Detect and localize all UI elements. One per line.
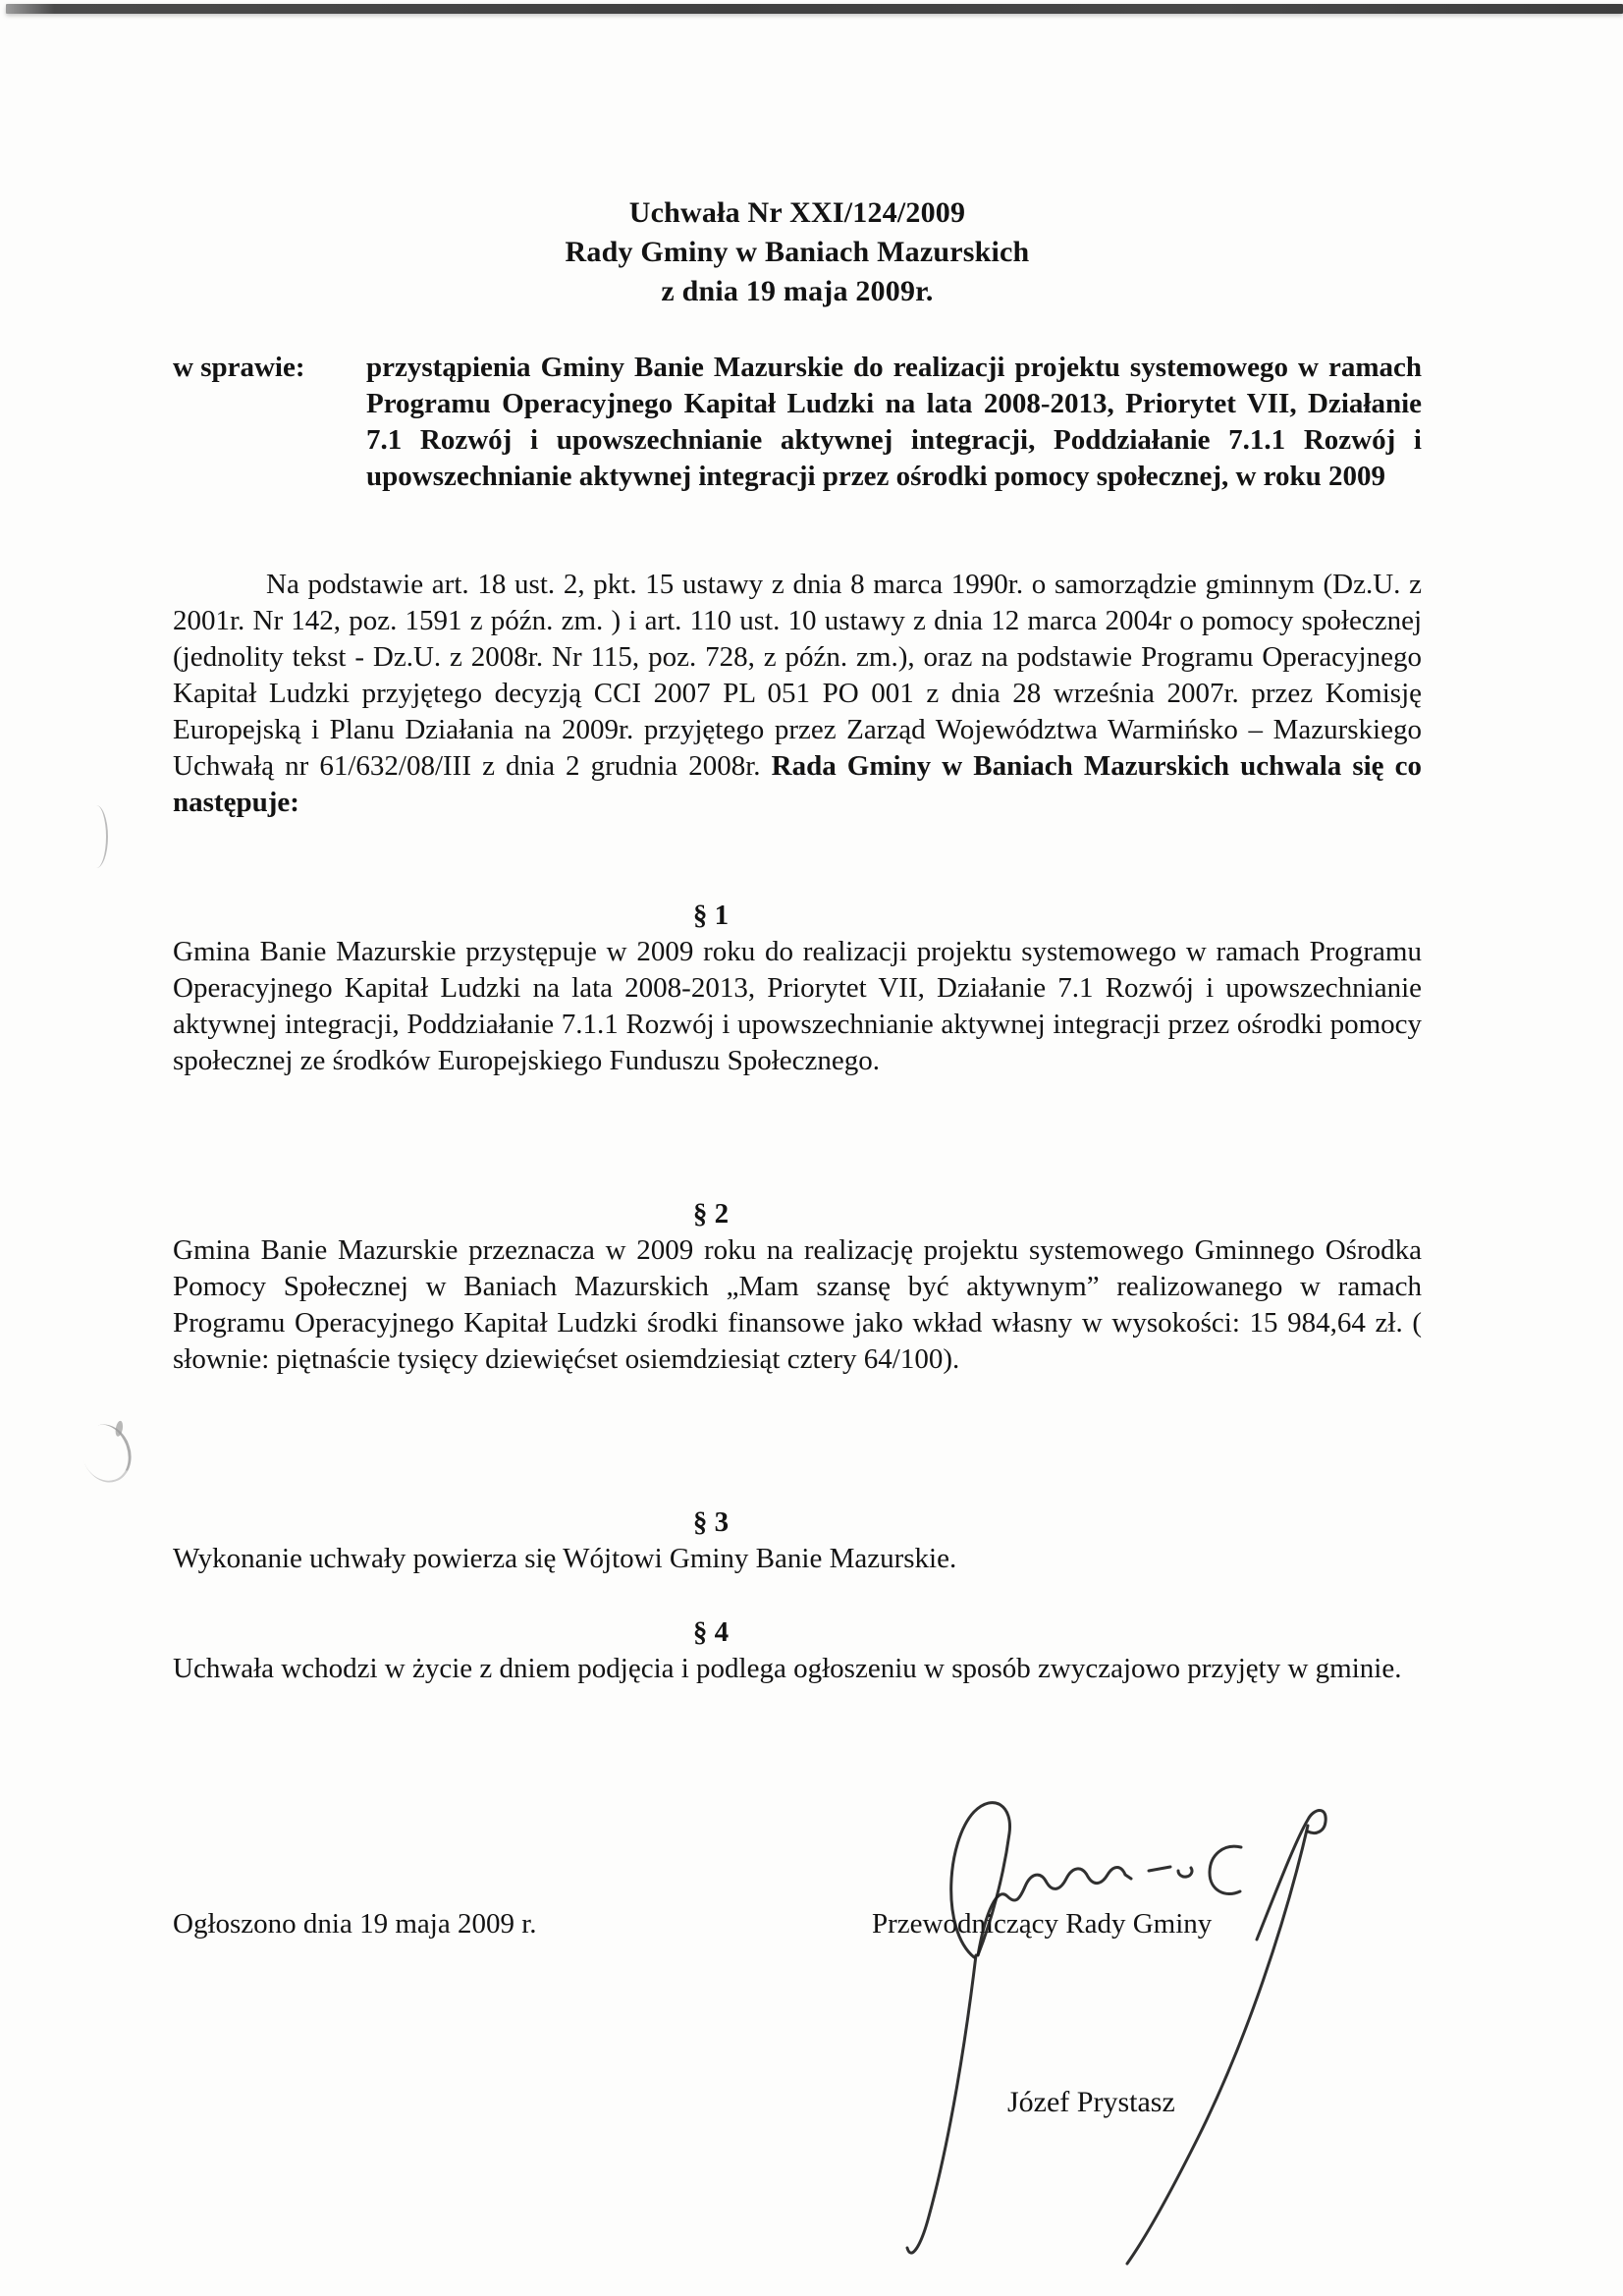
subject-text: przystąpienia Gminy Banie Mazurskie do realizacji projektu systemowego w ramach Programu Operacyjnego Kapitał Ludzki na lata 2008-2013, Priorytet VII, Działanie 7.1 Rozwój i upowszechnianie aktywnej integracji, Poddziałanie 7.1.1 Rozwój i upowszechnianie aktywnej integracji przez ośrodki pomocy społecznej, w roku 2009	[366, 352, 1422, 492]
section-4-heading: § 4	[692, 1616, 730, 1648]
announcement-date: Ogłoszono dnia 19 maja 2009 r.	[173, 1908, 537, 1940]
section-1-body: Gmina Banie Mazurskie przystępuje w 2009 roku do realizacji projektu systemowego w ramach Programu Operacyjnego Kapitał Ludzki na lata 2008-2013, Priorytet VII, Działanie 7.1 Rozwój i upowszechnianie aktywnej integracji, Poddziałanie 7.1.1 Rozwój i upowszechnianie aktywnej integracji przez ośrodki pomocy społecznej ze środków Europejskiego Funduszu Społecznego.	[173, 936, 1422, 1076]
section-2	[173, 1196, 1422, 1378]
signature-handwriting	[864, 1782, 1355, 2283]
scan-edge-artifact	[6, 4, 1623, 14]
section-2-heading: § 2	[692, 1198, 730, 1230]
preamble	[173, 567, 1422, 821]
scan-artifact	[84, 805, 108, 868]
section-3-body: Wykonanie uchwały powierza się Wójtowi Gminy Banie Mazurskie.	[173, 1543, 957, 1574]
signer-name: Józef Prystasz	[1007, 2086, 1175, 2118]
resolution-number: Uchwała Nr XXI/124/2009	[628, 196, 966, 229]
signer-title: Przewodniczący Rady Gminy	[872, 1908, 1213, 1940]
resolution-date: z dnia 19 maja 2009r.	[661, 275, 934, 307]
preamble-text: Na podstawie art. 18 ust. 2, pkt. 15 ustawy z dnia 8 marca 1990r. o samorządzie gminnym (Dz.U. z 2001r. Nr 142, poz. 1591 z późn. zm. ) i art. 110 ust. 10 ustawy z dnia 12 marca 2004r o pomocy społecznej (jednolity tekst - Dz.U. z 2008r. Nr 115, poz. 728, z późn. zm.), oraz na podstawie Programu Operacyjnego Kapitał Ludzki przyjętego decyzją CCI 2007 PL 051 PO 001 z dnia 28 września 2007r. przez Komisję Europejską i Planu Działania na 2009r. przyjętego przez Zarząd Województwa Warmińsko – Mazurskiego Uchwałą nr 61/632/08/III z dnia 2 grudnia 2008r.	[173, 569, 1422, 782]
section-2-body: Gmina Banie Mazurskie przeznacza w 2009 roku na realizację projektu systemowego Gminnego Ośrodka Pomocy Społecznej w Baniach Mazurskich „Mam szansę być aktywnym” realizowanego w ramach Programu Operacyjnego Kapitał Ludzki środki finansowe jako wkład własny w wysokości: 15 984,64 zł. ( słownie: piętnaście tysięcy dziewięćset osiemdziesiąt cztery 64/100).	[173, 1234, 1422, 1375]
section-3	[173, 1504, 1422, 1577]
document-title	[173, 193, 1422, 311]
subject-label: w sprawie:	[173, 352, 305, 383]
subject-block	[173, 350, 1422, 495]
section-3-heading: § 3	[692, 1506, 730, 1538]
section-4	[173, 1614, 1422, 1687]
preamble-bold-tail: Rada Gminy w Baniach Mazurskich uchwala się co następuje:	[173, 750, 1422, 818]
section-1-heading: § 1	[692, 900, 730, 931]
section-1	[173, 898, 1422, 1079]
council-name: Rady Gminy w Baniach Mazurskich	[565, 236, 1030, 268]
scan-artifact	[75, 1418, 138, 1489]
section-4-body: Uchwała wchodzi w życie z dniem podjęcia i podlega ogłoszeniu w sposób zwyczajowo przyjęty w gminie.	[173, 1653, 1402, 1684]
